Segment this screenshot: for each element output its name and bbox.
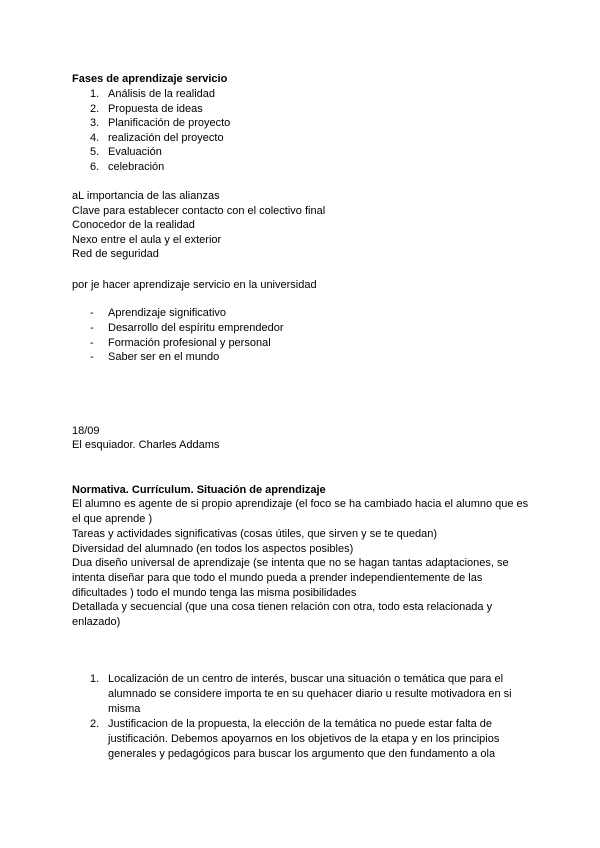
list-item: Análisis de la realidad: [108, 88, 216, 100]
text-line: por je hacer aprendizaje servicio en la universidad: [72, 279, 317, 291]
date-line: 18/09: [72, 425, 100, 437]
text-line: Conocedor de la realidad: [72, 219, 195, 231]
list-item: Localización de un centro de interés, buscar una situación o temática que para el alumnado se considere importa te en su quehacer diario u resulte motivadora en si misma: [108, 673, 512, 715]
paragraph: El alumno es agente de si propio aprendizaje (el foco se ha cambiado hacia el alumno que es el que aprende ): [72, 498, 529, 525]
section-title-normativa: Normativa. Currículum. Situación de aprendizaje: [72, 484, 326, 496]
text-line: Clave para establecer contacto con el colectivo final: [72, 205, 326, 217]
text-line: Red de seguridad: [72, 248, 159, 260]
list-number: 2.: [90, 718, 100, 730]
list-number: 3.: [90, 117, 100, 129]
section-title-fases: Fases de aprendizaje servicio: [72, 73, 228, 85]
paragraph: Tareas y actividades significativas (cosas útiles, que sirven y se te quedan): [72, 528, 438, 540]
bullet-item: Aprendizaje significativo: [108, 307, 227, 319]
bullet-item: Desarrollo del espíritu emprendedor: [108, 322, 284, 334]
bullet-item: Formación profesional y personal: [108, 337, 271, 349]
list-item: celebración: [108, 161, 165, 173]
list-number: 1.: [90, 88, 100, 100]
bullet-dash: -: [90, 307, 94, 319]
list-item: Propuesta de ideas: [108, 103, 203, 115]
list-item: Justificacion de la propuesta, la elección de la temática no puede estar falta de justificación. Debemos apoyarnos en los objetivos de la etapa y en los principios generales y pedagógicos para buscar los argumento que den fundamento a ola: [108, 718, 500, 760]
text-line: Nexo entre el aula y el exterior: [72, 234, 222, 246]
bullet-dash: -: [90, 337, 94, 349]
list-item: Evaluación: [108, 146, 162, 158]
list-number: 1.: [90, 673, 100, 685]
bullet-dash: -: [90, 322, 94, 334]
list-number: 5.: [90, 146, 100, 158]
list-number: 2.: [90, 103, 100, 115]
list-number: 6.: [90, 161, 100, 173]
text-line: aL importancia de las alianzas: [72, 190, 220, 202]
text-line: El esquiador. Charles Addams: [72, 439, 220, 451]
bullet-item: Saber ser en el mundo: [108, 351, 220, 363]
paragraph: Diversidad del alumnado (en todos los aspectos posibles): [72, 543, 354, 555]
bullet-dash: -: [90, 351, 94, 363]
list-number: 4.: [90, 132, 100, 144]
paragraph: Detallada y secuencial (que una cosa tienen relación con otra, todo esta relacionada y enlazado): [72, 601, 493, 628]
list-item: realización del proyecto: [108, 132, 224, 144]
paragraph: Dua diseño universal de aprendizaje (se intenta que no se hagan tantas adaptaciones, se intenta diseñar para que todo el mundo pueda a prender independientemente de las dificultades ) todo el mundo tenga las misma posibilidades: [72, 557, 509, 599]
list-item: Planificación de proyecto: [108, 117, 231, 129]
